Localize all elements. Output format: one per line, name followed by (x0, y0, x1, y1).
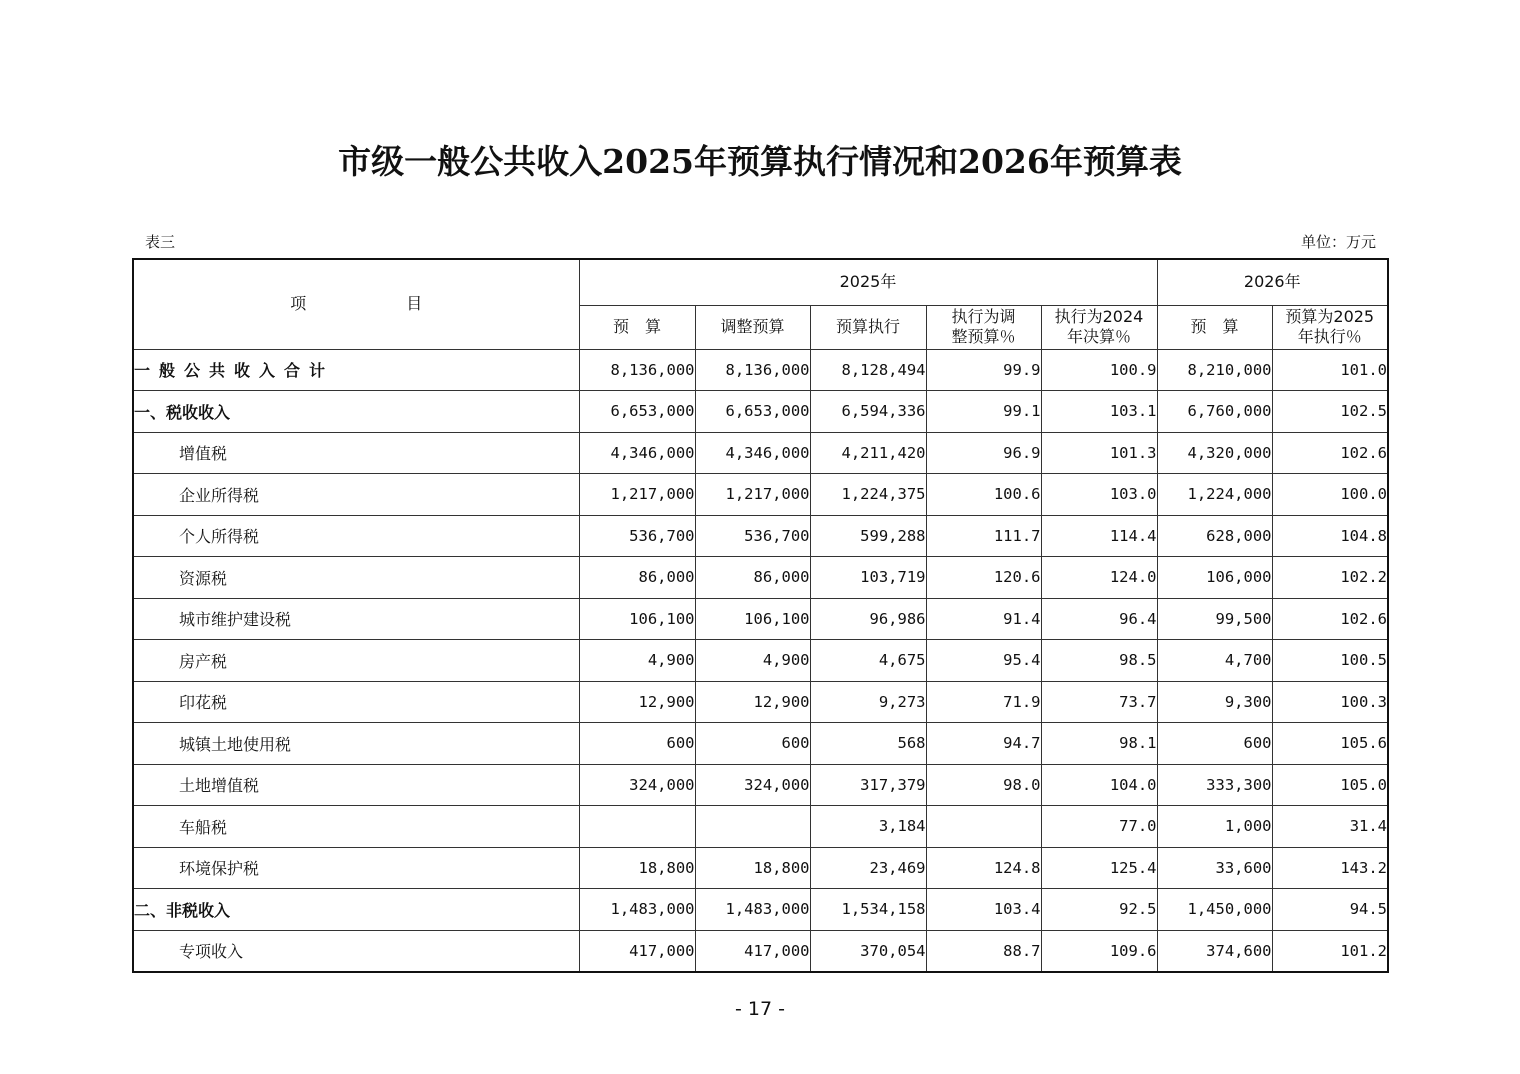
cell-value: 106,000 (1157, 557, 1272, 599)
cell-value: 417,000 (695, 930, 810, 972)
cell-value: 600 (695, 723, 810, 765)
cell-value: 4,320,000 (1157, 432, 1272, 474)
cell-value: 536,700 (695, 515, 810, 557)
table-row (133, 806, 1388, 848)
cell-value: 101.2 (1272, 930, 1388, 972)
cell-value: 1,224,000 (1157, 474, 1272, 516)
cell-value: 599,288 (810, 515, 926, 557)
cell-value (926, 806, 1041, 848)
row-label: 车船税 (133, 806, 579, 848)
cell-value: 4,900 (695, 640, 810, 682)
row-label: 个人所得税 (133, 515, 579, 557)
cell-value: 417,000 (579, 930, 695, 972)
table-row (133, 474, 1388, 516)
cell-value: 114.4 (1041, 515, 1157, 557)
cell-value: 124.8 (926, 847, 1041, 889)
table-row (133, 889, 1388, 931)
cell-value: 99,500 (1157, 598, 1272, 640)
cell-value: 8,128,494 (810, 349, 926, 391)
table-row (133, 764, 1388, 806)
cell-value: 1,000 (1157, 806, 1272, 848)
cell-value: 8,136,000 (579, 349, 695, 391)
cell-value: 99.1 (926, 391, 1041, 433)
cell-value: 100.5 (1272, 640, 1388, 682)
table-body (133, 349, 1388, 972)
cell-value: 9,300 (1157, 681, 1272, 723)
cell-value: 12,900 (579, 681, 695, 723)
cell-value: 8,136,000 (695, 349, 810, 391)
cell-value: 104.0 (1041, 764, 1157, 806)
row-label: 一、税收收入 (133, 391, 579, 433)
cell-value (579, 806, 695, 848)
header-2025-col-2: 调整预算 (695, 305, 810, 349)
cell-value: 105.6 (1272, 723, 1388, 765)
cell-value: 86,000 (695, 557, 810, 599)
unit-label: 单位：万元 (1300, 233, 1376, 251)
cell-value: 374,600 (1157, 930, 1272, 972)
row-label: 印花税 (133, 681, 579, 723)
cell-value: 100.3 (1272, 681, 1388, 723)
row-label: 一般公共收入合计 (133, 349, 579, 391)
cell-value: 1,217,000 (579, 474, 695, 516)
cell-value: 101.3 (1041, 432, 1157, 474)
cell-value: 111.7 (926, 515, 1041, 557)
header-2025-col-1: 预 算 (579, 305, 695, 349)
cell-value: 324,000 (695, 764, 810, 806)
cell-value: 103.1 (1041, 391, 1157, 433)
cell-value: 600 (1157, 723, 1272, 765)
cell-value: 99.9 (926, 349, 1041, 391)
row-label: 城市维护建设税 (133, 598, 579, 640)
cell-value: 4,346,000 (695, 432, 810, 474)
cell-value: 1,224,375 (810, 474, 926, 516)
cell-value: 3,184 (810, 806, 926, 848)
cell-value: 4,346,000 (579, 432, 695, 474)
row-label: 资源税 (133, 557, 579, 599)
cell-value: 100.0 (1272, 474, 1388, 516)
header-group-2026: 2026年 (1157, 259, 1388, 305)
cell-value (695, 806, 810, 848)
table-code: 表三 (145, 233, 176, 251)
table-row (133, 640, 1388, 682)
cell-value: 98.0 (926, 764, 1041, 806)
header-2026-col-1: 预 算 (1157, 305, 1272, 349)
cell-value: 4,900 (579, 640, 695, 682)
cell-value: 628,000 (1157, 515, 1272, 557)
cell-value: 125.4 (1041, 847, 1157, 889)
budget-table (132, 258, 1389, 973)
document-title: 市级一般公共收入2025年预算执行情况和2026年预算表 (338, 142, 1182, 181)
cell-value: 1,534,158 (810, 889, 926, 931)
cell-value: 100.6 (926, 474, 1041, 516)
cell-value: 370,054 (810, 930, 926, 972)
header-item-char-2: 目 (406, 294, 423, 314)
row-label: 增值税 (133, 432, 579, 474)
cell-value: 104.8 (1272, 515, 1388, 557)
header-2025-col-5: 执行为2024 年决算％ (1041, 305, 1157, 349)
cell-value: 4,700 (1157, 640, 1272, 682)
table-row (133, 349, 1388, 391)
table-row (133, 930, 1388, 972)
cell-value: 333,300 (1157, 764, 1272, 806)
cell-value: 1,217,000 (695, 474, 810, 516)
cell-value: 77.0 (1041, 806, 1157, 848)
cell-value: 12,900 (695, 681, 810, 723)
page-number: - 17 - (735, 998, 785, 1020)
cell-value: 88.7 (926, 930, 1041, 972)
cell-value: 71.9 (926, 681, 1041, 723)
cell-value: 1,483,000 (579, 889, 695, 931)
cell-value: 103.0 (1041, 474, 1157, 516)
cell-value: 536,700 (579, 515, 695, 557)
row-label: 城镇土地使用税 (133, 723, 579, 765)
header-2025-col-4: 执行为调 整预算％ (926, 305, 1041, 349)
cell-value: 6,653,000 (579, 391, 695, 433)
cell-value: 98.5 (1041, 640, 1157, 682)
cell-value: 98.1 (1041, 723, 1157, 765)
cell-value: 102.5 (1272, 391, 1388, 433)
header-2025-col-3: 预算执行 (810, 305, 926, 349)
cell-value: 102.2 (1272, 557, 1388, 599)
cell-value: 109.6 (1041, 930, 1157, 972)
header-2026-col-2: 预算为2025 年执行％ (1272, 305, 1388, 349)
table-row (133, 432, 1388, 474)
table-header (133, 259, 1388, 349)
cell-value: 101.0 (1272, 349, 1388, 391)
cell-value: 92.5 (1041, 889, 1157, 931)
row-label: 房产税 (133, 640, 579, 682)
cell-value: 103.4 (926, 889, 1041, 931)
cell-value: 73.7 (1041, 681, 1157, 723)
table-row (133, 681, 1388, 723)
cell-value: 120.6 (926, 557, 1041, 599)
cell-value: 106,100 (695, 598, 810, 640)
cell-value: 124.0 (1041, 557, 1157, 599)
cell-value: 96,986 (810, 598, 926, 640)
cell-value: 86,000 (579, 557, 695, 599)
row-label: 土地增值税 (133, 764, 579, 806)
cell-value: 103,719 (810, 557, 926, 599)
cell-value: 1,483,000 (695, 889, 810, 931)
row-label: 专项收入 (133, 930, 579, 972)
cell-value: 18,800 (579, 847, 695, 889)
cell-value: 600 (579, 723, 695, 765)
cell-value: 91.4 (926, 598, 1041, 640)
cell-value: 9,273 (810, 681, 926, 723)
cell-value: 94.7 (926, 723, 1041, 765)
cell-value: 6,594,336 (810, 391, 926, 433)
table-row (133, 847, 1388, 889)
cell-value: 94.5 (1272, 889, 1388, 931)
table-row (133, 723, 1388, 765)
cell-value: 6,653,000 (695, 391, 810, 433)
cell-value: 568 (810, 723, 926, 765)
header-group-2025: 2025年 (579, 259, 1157, 305)
cell-value: 4,675 (810, 640, 926, 682)
cell-value: 106,100 (579, 598, 695, 640)
cell-value: 1,450,000 (1157, 889, 1272, 931)
cell-value: 23,469 (810, 847, 926, 889)
cell-value: 102.6 (1272, 432, 1388, 474)
cell-value: 33,600 (1157, 847, 1272, 889)
row-label: 企业所得税 (133, 474, 579, 516)
cell-value: 96.9 (926, 432, 1041, 474)
row-label: 环境保护税 (133, 847, 579, 889)
row-label: 二、非税收入 (133, 889, 579, 931)
cell-value: 143.2 (1272, 847, 1388, 889)
cell-value: 95.4 (926, 640, 1041, 682)
cell-value: 4,211,420 (810, 432, 926, 474)
cell-value: 317,379 (810, 764, 926, 806)
cell-value: 31.4 (1272, 806, 1388, 848)
cell-value: 8,210,000 (1157, 349, 1272, 391)
cell-value: 105.0 (1272, 764, 1388, 806)
table-row (133, 598, 1388, 640)
cell-value: 102.6 (1272, 598, 1388, 640)
table-row (133, 391, 1388, 433)
table-row (133, 515, 1388, 557)
cell-value: 324,000 (579, 764, 695, 806)
header-item-column (133, 259, 579, 349)
cell-value: 6,760,000 (1157, 391, 1272, 433)
cell-value: 100.9 (1041, 349, 1157, 391)
cell-value: 18,800 (695, 847, 810, 889)
cell-value: 96.4 (1041, 598, 1157, 640)
table-row (133, 557, 1388, 599)
header-item-char-1: 项 (290, 294, 307, 314)
